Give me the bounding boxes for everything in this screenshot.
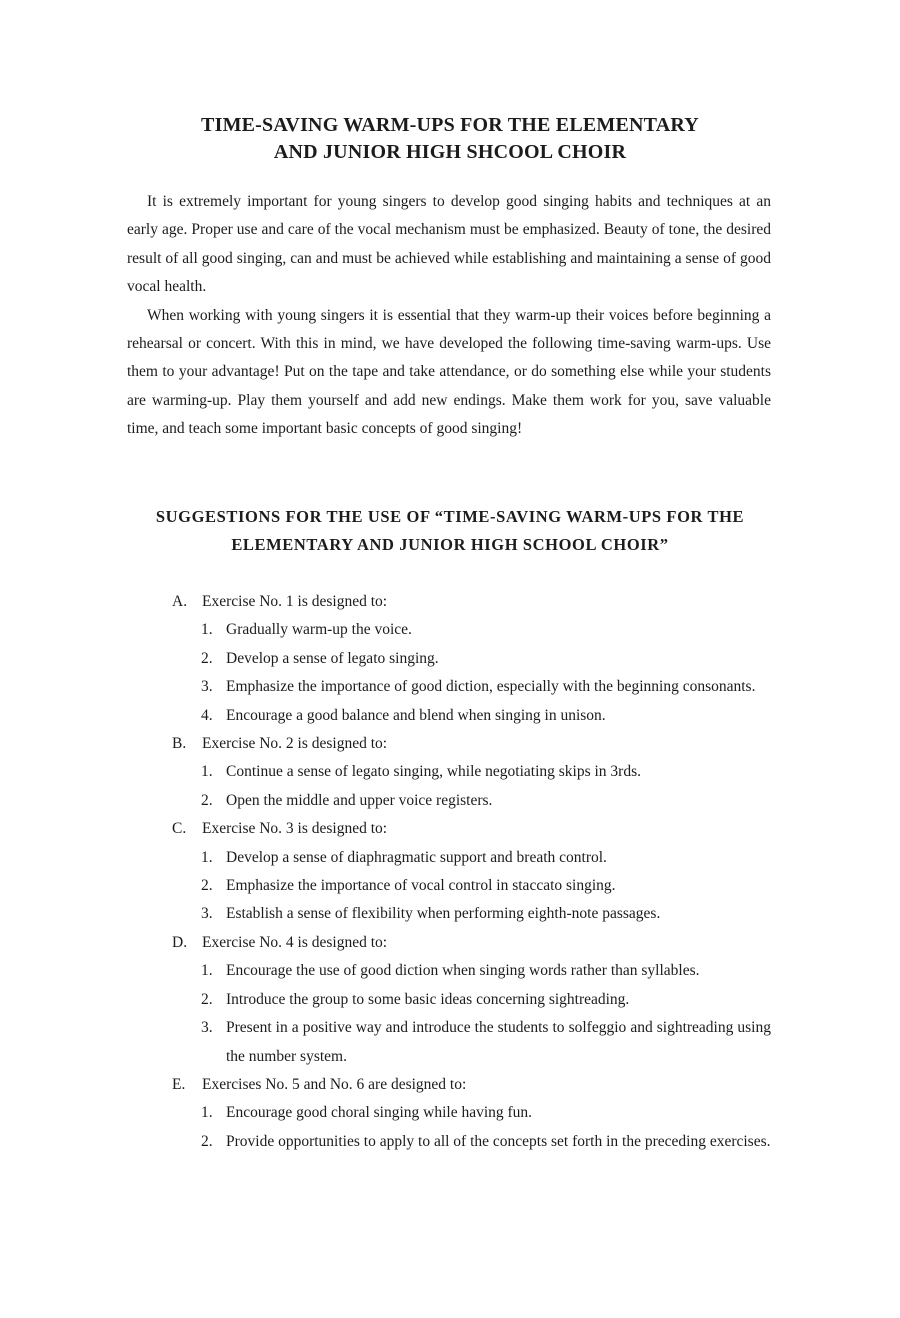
section-heading-text: Exercise No. 4 is designed to:: [202, 933, 388, 951]
list-item-number: 3.: [201, 905, 213, 923]
list-item-text: Encourage the use of good diction when singing words rather than syllables.: [226, 962, 700, 980]
list-item: [201, 957, 771, 985]
list-item: [201, 872, 771, 900]
section-heading: [172, 588, 771, 616]
outline-section: [172, 929, 771, 1071]
list-item-text: Gradually warm-up the voice.: [226, 621, 412, 639]
list-item: [201, 844, 771, 872]
section-heading-text: Exercises No. 5 and No. 6 are designed to:: [202, 1075, 467, 1093]
section-heading-text: Exercise No. 2 is designed to:: [202, 735, 388, 753]
section-heading-text: Exercise No. 3 is designed to:: [202, 820, 388, 838]
list-item-number: 2.: [201, 990, 213, 1008]
list-item: [201, 1128, 771, 1156]
list-item-text: Open the middle and upper voice registers.: [226, 791, 493, 809]
list-item: [201, 1014, 771, 1071]
section-item-list: [172, 758, 771, 815]
page-title-line-2: AND JUNIOR HIGH SHCOOL CHOIR: [273, 141, 627, 163]
list-item-text: Emphasize the importance of vocal control in staccato singing.: [226, 877, 616, 895]
section-letter: C.: [172, 820, 187, 838]
list-item-text: Provide opportunities to apply to all of the concepts set forth in the preceding exercises.: [226, 1132, 771, 1150]
list-item: [201, 616, 771, 644]
list-item-number: 1.: [201, 621, 213, 639]
list-item: [201, 673, 771, 701]
list-item-number: 1.: [201, 962, 213, 980]
section-heading: [172, 1071, 771, 1099]
list-item-text: Encourage good choral singing while having fun.: [226, 1104, 533, 1122]
list-item-number: 3.: [201, 678, 213, 696]
outline-section: [172, 1071, 771, 1156]
list-item-number: 1.: [201, 848, 213, 866]
section-letter: D.: [172, 933, 188, 951]
section-heading: [172, 929, 771, 957]
suggestions-heading-line-1: SUGGESTIONS FOR THE USE OF “TIME-SAVING WARM-UPS FOR THE: [155, 507, 745, 526]
suggestions-outline: [172, 588, 771, 1156]
section-item-list: [172, 616, 771, 730]
list-item: [201, 758, 771, 786]
list-item: [201, 702, 771, 730]
outline-section: [172, 588, 771, 730]
outline-section: [172, 730, 771, 815]
section-item-list: [172, 1099, 771, 1156]
list-item-text: Establish a sense of flexibility when performing eighth-note passages.: [226, 905, 661, 923]
section-letter: E.: [172, 1075, 186, 1093]
list-item-number: 3.: [201, 1019, 213, 1037]
list-item-number: 2.: [201, 649, 213, 667]
list-item-text: Introduce the group to some basic ideas concerning sightreading.: [226, 990, 630, 1008]
list-item-text: Emphasize the importance of good diction, especially with the beginning consonants.: [226, 678, 756, 696]
list-item-text: Present in a positive way and introduce the students to solfeggio and sightreading using the number system.: [226, 1019, 771, 1065]
list-item-text: Develop a sense of diaphragmatic support and breath control.: [226, 848, 607, 866]
section-letter: A.: [172, 593, 188, 610]
section-item-list: [172, 844, 771, 929]
list-item: [201, 900, 771, 928]
list-item: [201, 1099, 771, 1127]
list-item-text: Develop a sense of legato singing.: [226, 649, 439, 667]
outline-section: [172, 815, 771, 929]
section-item-list: [172, 957, 771, 1071]
page-title-line-1: TIME-SAVING WARM-UPS FOR THE ELEMENTARY: [201, 114, 699, 136]
section-heading: [172, 730, 771, 758]
section-heading-text: Exercise No. 1 is designed to:: [202, 593, 388, 610]
list-item-number: 2.: [201, 791, 213, 809]
list-item-number: 1.: [201, 1104, 213, 1122]
intro-paragraph-2: When working with young singers it is essential that they warm-up their voices before beginning a rehearsal or concert. With this in mind, we have developed the following time-saving warm-ups. Use them to your advantage! Put on the tape and take attendance, or do something else while your students are warming-up. Play them yourself and add new endings. Make them work for you, save valuable time, and teach some important basic concepts of good singing!: [127, 306, 771, 438]
list-item-text: Encourage a good balance and blend when singing in unison.: [226, 706, 606, 724]
intro-text: [127, 188, 771, 444]
list-item-text: Continue a sense of legato singing, while negotiating skips in 3rds.: [226, 763, 642, 781]
intro-paragraph-1: It is extremely important for young singers to develop good singing habits and techniques at an early age. Proper use and care of the vocal mechanism must be emphasized. Beauty of tone, the desired result of all good singing, can and must be achieved while establishing and maintaining a sense of good vocal health.: [127, 193, 771, 296]
list-item-number: 2.: [201, 877, 213, 895]
list-item: [201, 787, 771, 815]
list-item: [201, 645, 771, 673]
section-heading: [172, 815, 771, 843]
suggestions-heading-line-2: ELEMENTARY AND JUNIOR HIGH SCHOOL CHOIR”: [231, 535, 669, 554]
list-item-number: 1.: [201, 763, 213, 781]
suggestions-heading: [0, 503, 900, 559]
list-item: [201, 986, 771, 1014]
page-title: [0, 112, 900, 166]
section-letter: B.: [172, 735, 187, 753]
list-item-number: 2.: [201, 1132, 213, 1150]
list-item-number: 4.: [201, 706, 213, 724]
